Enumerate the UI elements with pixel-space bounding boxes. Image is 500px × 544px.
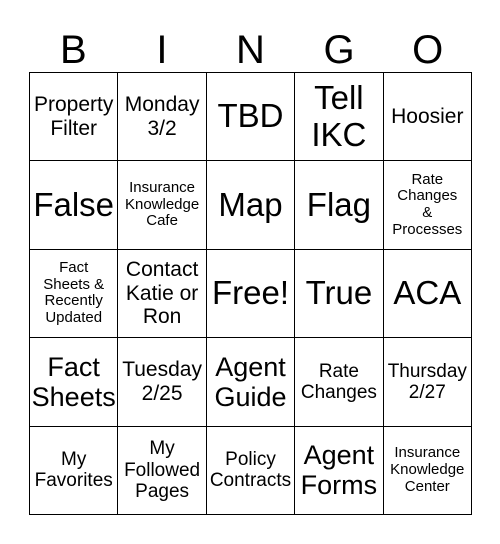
bingo-cell-r2c4[interactable] xyxy=(295,161,383,249)
bingo-cell-r5c3[interactable] xyxy=(207,427,295,515)
cell-text: Rate Changes xyxy=(300,360,377,403)
cell-text: Tuesday 2/25 xyxy=(122,358,202,405)
cell-text: TBD xyxy=(217,97,284,135)
cell-text: Insurance Knowledge Cafe xyxy=(124,178,200,230)
bingo-cell-r1c4[interactable] xyxy=(295,73,383,161)
bingo-cell-r5c2[interactable] xyxy=(118,427,206,515)
cell-text: Agent Forms xyxy=(300,440,378,501)
cell-text: Flag xyxy=(306,185,371,223)
bingo-cell-r2c2[interactable] xyxy=(118,161,206,249)
cell-text: False xyxy=(33,185,115,223)
cell-text: Monday 3/2 xyxy=(124,93,200,140)
bingo-cell-r3c4[interactable] xyxy=(295,250,383,338)
cell-text: Map xyxy=(218,185,283,223)
bingo-cell-r1c5[interactable] xyxy=(384,73,472,161)
header-letter-g: G xyxy=(323,28,355,72)
cell-text: True xyxy=(305,274,373,312)
bingo-cell-r1c3[interactable] xyxy=(207,73,295,161)
header-letter-n: N xyxy=(236,28,265,72)
bingo-cell-r4c2[interactable] xyxy=(118,338,206,426)
cell-text: Agent Guide xyxy=(214,351,287,412)
cell-text: My Followed Pages xyxy=(124,438,201,502)
cell-text: Policy Contracts xyxy=(209,449,292,492)
cell-text: Fact Sheets & Recently Updated xyxy=(43,258,105,327)
bingo-cell-r4c3[interactable] xyxy=(207,338,295,426)
cell-text: Insurance Knowledge Center xyxy=(390,444,465,495)
bingo-cell-r5c4[interactable] xyxy=(295,427,383,515)
bingo-board xyxy=(29,72,472,515)
bingo-cell-r1c2[interactable] xyxy=(118,73,206,161)
cell-text: Free! xyxy=(211,274,289,312)
header-letter-b: B xyxy=(59,28,87,72)
cell-text: Tell IKC xyxy=(311,78,367,153)
bingo-cell-r3c3[interactable] xyxy=(207,250,295,338)
cell-text: Thursday 2/27 xyxy=(387,360,467,403)
bingo-header xyxy=(29,28,472,72)
bingo-cell-r4c5[interactable] xyxy=(384,338,472,426)
bingo-cell-r4c4[interactable] xyxy=(295,338,383,426)
bingo-cell-r2c3[interactable] xyxy=(207,161,295,249)
cell-text: Rate Changes & Processes xyxy=(392,170,463,238)
bingo-cell-r4c1[interactable] xyxy=(30,338,118,426)
bingo-cell-r3c2[interactable] xyxy=(118,250,206,338)
cell-text: My Favorites xyxy=(34,449,113,492)
cell-text: Property Filter xyxy=(34,93,114,140)
bingo-cell-r3c5[interactable] xyxy=(384,250,472,338)
header-letter-o: O xyxy=(412,28,444,72)
bingo-cell-r5c1[interactable] xyxy=(30,427,118,515)
cell-text: Hoosier xyxy=(391,104,464,128)
bingo-cell-r2c1[interactable] xyxy=(30,161,118,249)
bingo-cell-r3c1[interactable] xyxy=(30,250,118,338)
cell-text: ACA xyxy=(393,274,462,312)
bingo-cell-r5c5[interactable] xyxy=(384,427,472,515)
cell-text: Contact Katie or Ron xyxy=(125,258,199,329)
bingo-cell-r1c1[interactable] xyxy=(30,73,118,161)
bingo-cell-r2c5[interactable] xyxy=(384,161,472,249)
cell-text: Fact Sheets xyxy=(31,351,116,412)
header-letter-i: I xyxy=(156,28,168,72)
